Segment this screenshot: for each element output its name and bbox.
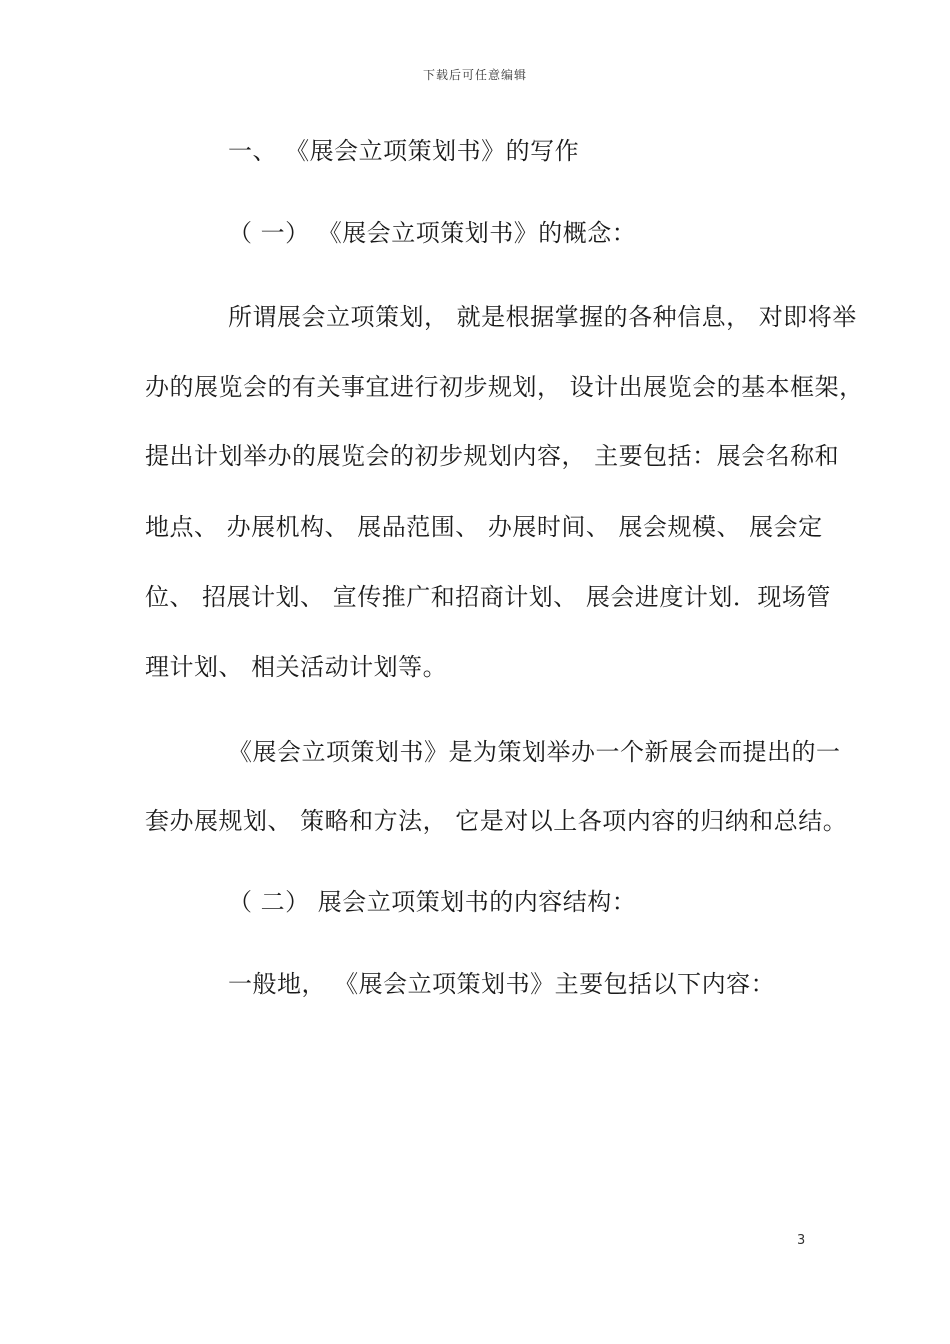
paragraph-line: 理计划、 相关活动计划等。	[145, 653, 448, 681]
page-number: 3	[797, 1233, 806, 1248]
paragraph-line: 地点、 办展机构、 展品范围、 办展时间、 展会规模、 展会定	[145, 513, 823, 541]
paragraph-line: 套办展规划、 策略和方法， 它是对以上各项内容的归纳和总结。	[145, 807, 848, 835]
paragraph-line: 《展会立项策划书》是为策划举办一个新展会而提出的一	[228, 738, 841, 766]
paragraph-line: 提出计划举办的展览会的初步规划内容， 主要包括：展会名称和	[145, 442, 840, 470]
subsection-heading: （ 一） 《展会立项策划书》的概念：	[228, 219, 637, 247]
section-heading: 一、 《展会立项策划书》的写作	[228, 137, 580, 165]
header-note: 下载后可任意编辑	[422, 68, 527, 82]
paragraph-line: 位、 招展计划、 宣传推广和招商计划、 展会进度计划．现场管	[145, 583, 831, 611]
subsection-heading: （ 二） 展会立项策划书的内容结构：	[228, 888, 637, 916]
paragraph-line: 办的展览会的有关事宜进行初步规划， 设计出展览会的基本框架，	[145, 373, 864, 401]
paragraph-line: 所谓展会立项策划， 就是根据掌握的各种信息， 对即将举	[228, 303, 857, 331]
paragraph-line: 一般地， 《展会立项策划书》主要包括以下内容：	[228, 970, 776, 998]
